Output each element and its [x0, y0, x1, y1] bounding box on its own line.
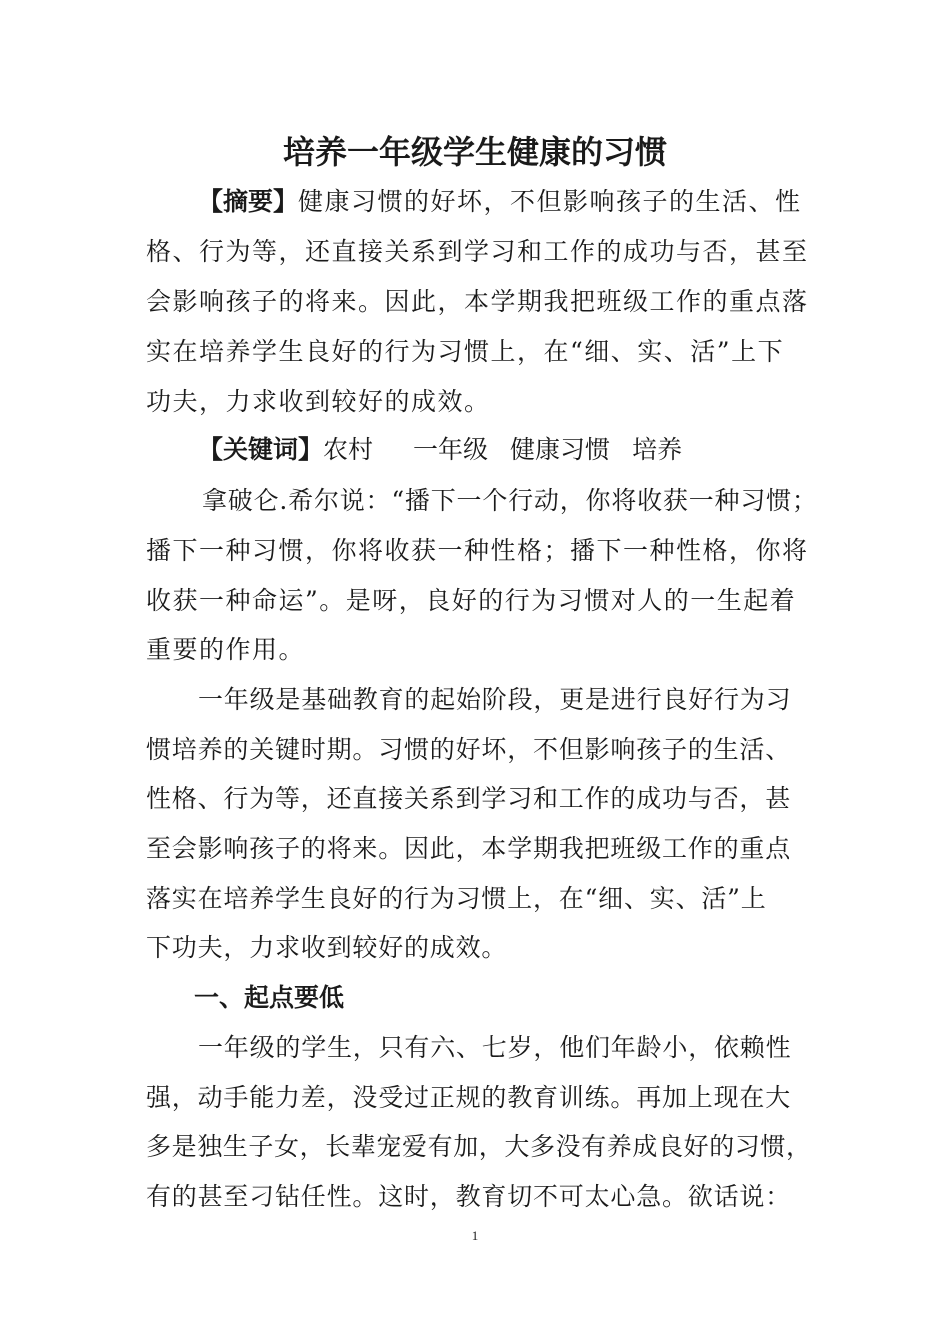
keyword-item: 农村: [323, 435, 374, 464]
document-title: 培养一年级学生健康的习惯: [282, 133, 667, 171]
paragraph-line: 收获一种命运”。是呀，良好的行为习惯对人的一生起着: [146, 586, 797, 615]
page-number: 1: [471, 1228, 479, 1243]
abstract-line: 实在培养学生良好的行为习惯上，在“细、实、活”上下: [146, 337, 785, 366]
paragraph-line: 播下一种习惯，你将收获一种性格；播下一种性格，你将: [146, 536, 809, 565]
keyword-item: 健康习惯: [510, 435, 611, 464]
paragraph-line: 落实在培养学生良好的行为习惯上，在“细、实、活”上: [146, 884, 767, 913]
abstract-line: 功夫，力求收到较好的成效。: [146, 387, 491, 416]
keywords-label: 【关键词】: [198, 435, 324, 464]
section-heading: 一、起点要低: [194, 983, 345, 1012]
keyword-item: 培养: [632, 435, 683, 464]
keywords-line: [198, 425, 682, 475]
abstract-line: [198, 177, 802, 227]
keyword-item: 一年级: [413, 435, 489, 464]
abstract-text: 健康习惯的好坏，不但影响孩子的生活、性: [298, 187, 802, 216]
paragraph-line: 重要的作用。: [146, 635, 306, 664]
abstract-line: 格、行为等，还直接关系到学习和工作的成功与否，甚至: [146, 237, 809, 266]
paragraph-line: 一年级的学生，只有六、七岁，他们年龄小，依赖性: [198, 1033, 792, 1062]
paragraph-line: 至会影响孩子的将来。因此，本学期我把班级工作的重点: [146, 834, 792, 863]
paragraph-line: 拿破仑.希尔说：“播下一个行动，你将收获一种习惯；: [202, 486, 818, 515]
abstract-line: 会影响孩子的将来。因此，本学期我把班级工作的重点落: [146, 287, 809, 316]
paragraph-line: 惯培养的关键时期。习惯的好坏，不但影响孩子的生活、: [146, 735, 792, 764]
paragraph-line: 多是独生子女，长辈宠爱有加，大多没有养成良好的习惯，: [146, 1132, 812, 1161]
paragraph-line: 性格、行为等，还直接关系到学习和工作的成功与否，甚: [146, 784, 792, 813]
paragraph-line: 强，动手能力差，没受过正规的教育训练。再加上现在大: [146, 1083, 792, 1112]
abstract-label: 【摘要】: [198, 187, 299, 216]
paragraph-line: 下功夫，力求收到较好的成效。: [146, 933, 508, 962]
paragraph-line: 一年级是基础教育的起始阶段，更是进行良好行为习: [198, 685, 792, 714]
paragraph-line: 有的甚至刁钻任性。这时，教育切不可太心急。欲话说：: [146, 1182, 792, 1211]
